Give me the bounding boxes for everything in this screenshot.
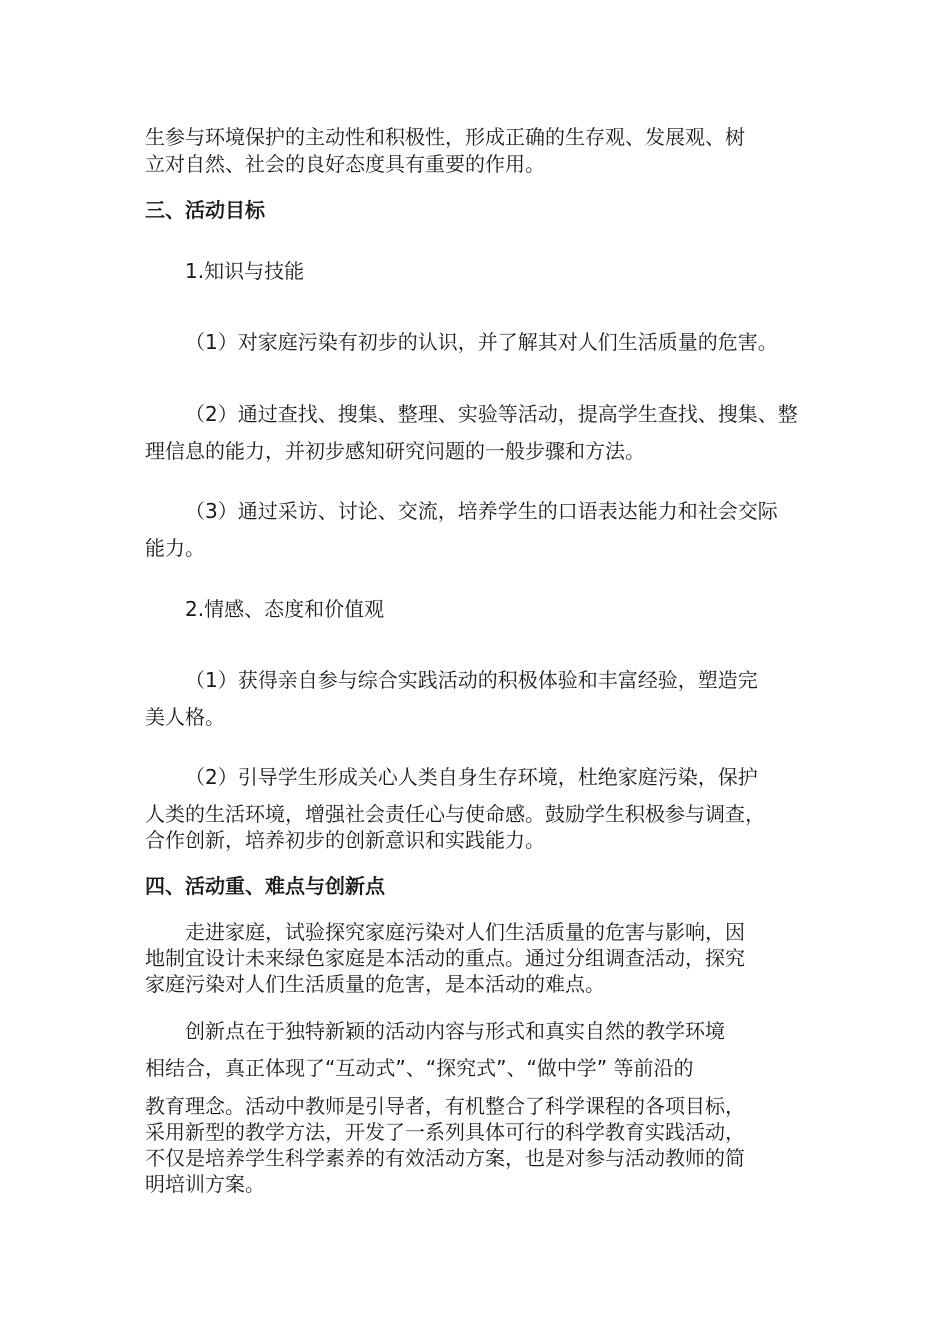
paragraph-line: 相结合，真正体现了“互动式”、“探究式”、“做中学” 等前沿的 [145,1056,694,1080]
paragraph-line: 家庭污染对人们生活质量的危害，是本活动的难点。 [145,972,605,996]
list-item-line: 能力。 [145,536,205,560]
section-heading: 三、活动目标 [145,198,265,222]
list-item-line: 合作创新，培养初步的创新意识和实践能力。 [145,828,545,852]
list-item-line: （1）获得亲自参与综合实践活动的积极体验和丰富经验，塑造完 [185,668,758,692]
paragraph-line: 创新点在于独特新颖的活动内容与形式和真实自然的教学环境 [185,1019,725,1043]
paragraph-line: 地制宜设计未来绿色家庭是本活动的重点。通过分组调查活动，探究 [145,946,745,970]
intro-line: 生参与环境保护的主动性和积极性，形成正确的生存观、发展观、树 [145,125,745,149]
paragraph-line: 采用新型的教学方法，开发了一系列具体可行的科学教育实践活动， [145,1120,745,1144]
paragraph-line: 教育理念。活动中教师是引导者，有机整合了科学课程的各项目标， [145,1094,745,1118]
list-item-line: （3）通过采访、讨论、交流，培养学生的口语表达能力和社会交际 [185,499,778,523]
list-item-line: （1）对家庭污染有初步的认识，并了解其对人们生活质量的危害。 [185,330,778,354]
list-item-line: 美人格。 [145,705,225,729]
list-item-line: 人类的生活环境，增强社会责任心与使命感。鼓励学生积极参与调查， [145,802,765,826]
subheading: 2.情感、态度和价值观 [185,597,385,621]
list-item-line: 理信息的能力，并初步感知研究问题的一般步骤和方法。 [145,439,645,463]
intro-line: 立对自然、社会的良好态度具有重要的作用。 [145,152,545,176]
paragraph-line: 不仅是培养学生科学素养的有效活动方案，也是对参与活动教师的简 [145,1146,745,1170]
list-item-line: （2）引导学生形成关心人类自身生存环境，杜绝家庭污染，保护 [185,765,758,789]
subheading: 1.知识与技能 [185,259,305,283]
list-item-line: （2）通过查找、搜集、整理、实验等活动，提高学生查找、搜集、整 [185,402,798,426]
paragraph-line: 走进家庭，试验探究家庭污染对人们生活质量的危害与影响，因 [185,920,745,944]
paragraph-line: 明培训方案。 [145,1172,265,1196]
section-heading: 四、活动重、难点与创新点 [145,874,385,898]
